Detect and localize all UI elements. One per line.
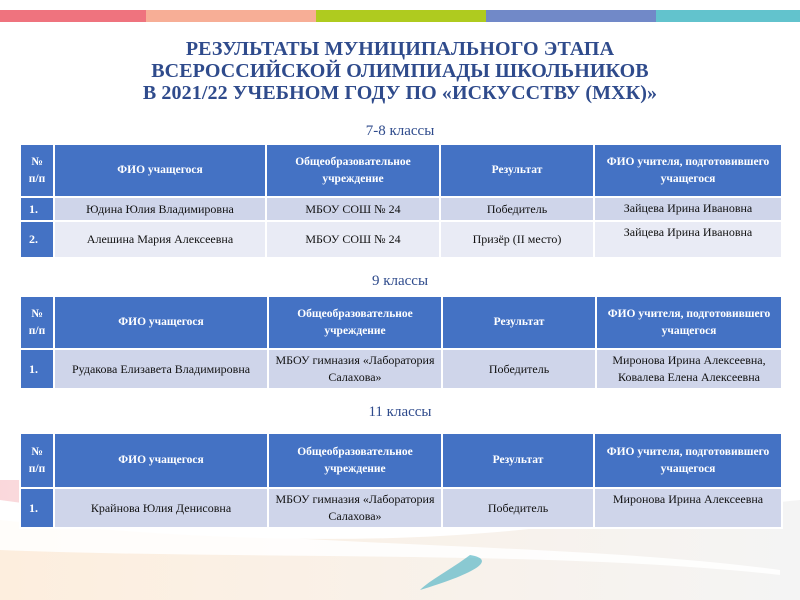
page-title (0, 38, 800, 104)
cell-student: Рудакова Елизавета Владимировна (54, 349, 268, 389)
cell-result: Победитель (442, 349, 596, 389)
cell-student: Алешина Мария Алексеевна (54, 221, 266, 258)
cell-result: Победитель (440, 197, 594, 221)
cell-school: МБОУ СОШ № 24 (266, 221, 440, 258)
cell-teacher: Зайцева Ирина Ивановна (594, 197, 782, 221)
title-line: ВСЕРОССИЙСКОЙ ОЛИМПИАДЫ ШКОЛЬНИКОВ (151, 60, 649, 82)
cell-student: Юдина Юлия Владимировна (54, 197, 266, 221)
col-header-school: Общеобразовательное учреждение (266, 144, 440, 197)
cell-num: 1. (20, 197, 54, 221)
title-line: В 2021/22 УЧЕБНОМ ГОДУ ПО «ИСКУССТВУ (МХК)» (142, 82, 658, 104)
col-header-student: ФИО учащегося (54, 144, 266, 197)
cell-result: Призёр (II место) (440, 221, 594, 258)
col-header-school: Общеобразовательное учреждение (268, 296, 442, 349)
table-row (20, 197, 782, 221)
cell-teacher: Зайцева Ирина Ивановна (594, 221, 782, 258)
col-header-result: Результат (442, 433, 594, 488)
results-table-7-8 (19, 143, 783, 259)
color-bar-segment (316, 10, 486, 22)
cell-num: 2. (20, 221, 54, 258)
cell-teacher: Миронова Ирина Алексеевна (594, 488, 782, 528)
title-line: РЕЗУЛЬТАТЫ МУНИЦИПАЛЬНОГО ЭТАПА (185, 38, 615, 60)
color-bar-segment (0, 10, 146, 22)
cell-school: МБОУ СОШ № 24 (266, 197, 440, 221)
section-label-7-8: 7-8 классы (365, 123, 435, 139)
col-header-num: № п/п (20, 144, 54, 197)
section-label-9: 9 классы (371, 273, 429, 289)
col-header-num: № п/п (20, 296, 54, 349)
section-label-11: 11 классы (368, 404, 432, 420)
col-header-school: Общеобразовательное учреждение (268, 433, 442, 488)
table-row (20, 488, 782, 528)
decorative-color-bar (0, 10, 800, 22)
col-header-teacher: ФИО учителя, подготовившего учащегося (594, 144, 782, 197)
cell-num: 1. (20, 349, 54, 389)
table-header-row (20, 144, 782, 197)
results-table-9 (19, 295, 783, 390)
table-header-row (20, 296, 782, 349)
cell-teacher: Миронова Ирина Алексеевна, Ковалева Елена Алексеевна (596, 349, 782, 389)
color-bar-segment (656, 10, 800, 22)
col-header-student: ФИО учащегося (54, 296, 268, 349)
col-header-student: ФИО учащегося (54, 433, 268, 488)
table-row (20, 349, 782, 389)
col-header-teacher: ФИО учителя, подготовившего учащегося (594, 433, 782, 488)
cell-student: Крайнова Юлия Денисовна (54, 488, 268, 528)
cell-school: МБОУ гимназия «Лаборатория Салахова» (268, 349, 442, 389)
cell-num: 1. (20, 488, 54, 528)
results-table-11 (19, 432, 783, 529)
col-header-result: Результат (442, 296, 596, 349)
color-bar-segment (146, 10, 316, 22)
cell-school: МБОУ гимназия «Лаборатория Салахова» (268, 488, 442, 528)
table-row (20, 221, 782, 258)
cell-result: Победитель (442, 488, 594, 528)
col-header-num: № п/п (20, 433, 54, 488)
table-header-row (20, 433, 782, 488)
col-header-result: Результат (440, 144, 594, 197)
col-header-teacher: ФИО учителя, подготовившего учащегося (596, 296, 782, 349)
color-bar-segment (486, 10, 656, 22)
